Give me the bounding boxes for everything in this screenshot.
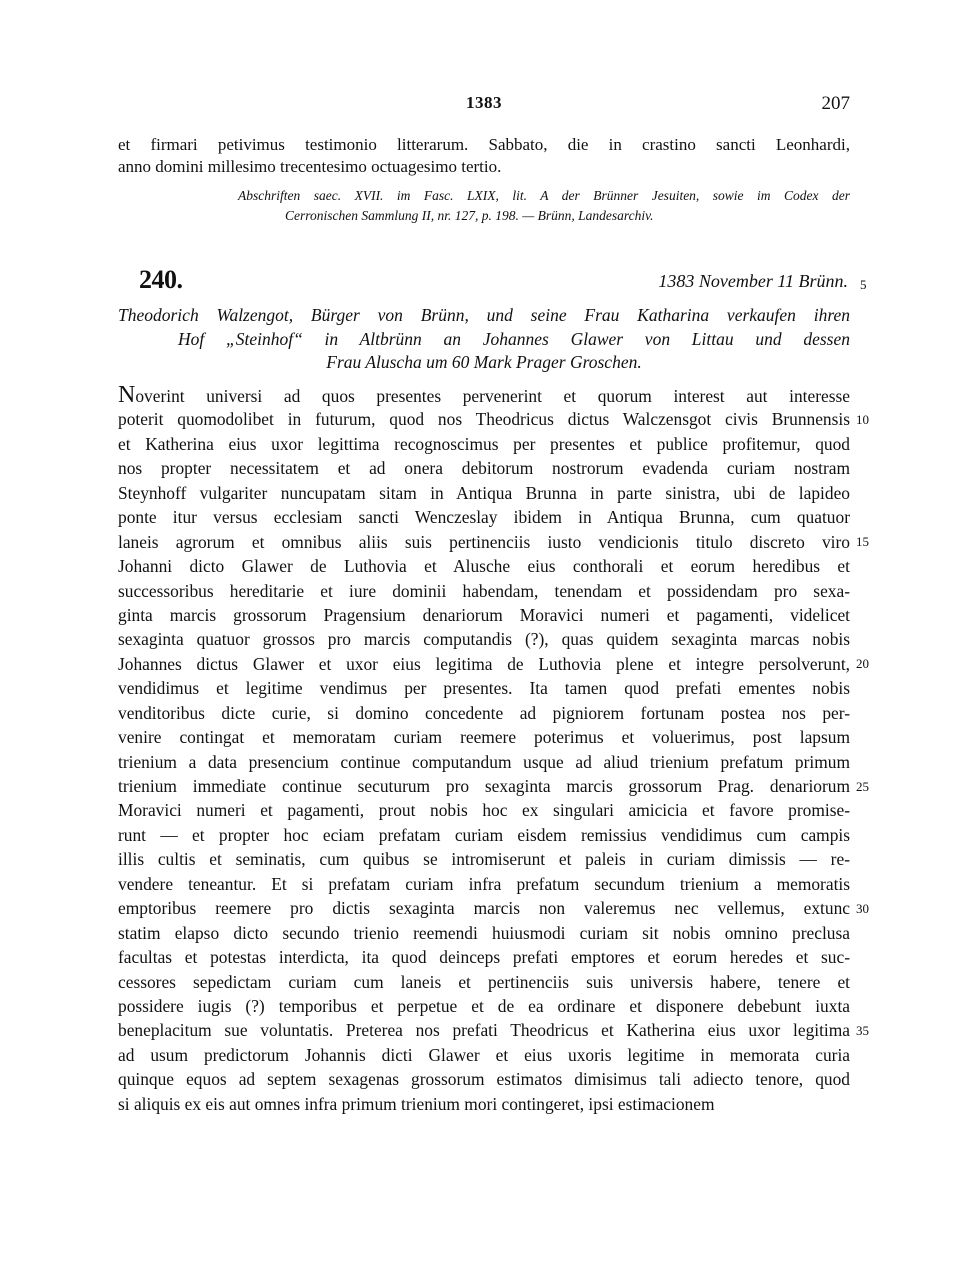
source-note-line: Cerronischen Sammlung II, nr. 127, p. 198. — Brünn, Landesarchiv.	[285, 208, 654, 223]
intro-line: anno domini millesimo trecentesimo octuagesimo tertio.	[118, 157, 502, 176]
body-first-line	[118, 383, 850, 407]
body-line: si aliquis ex eis aut omnes infra primum trienium mori contingeret, ipsi estimacionem	[118, 1093, 715, 1114]
body-line: facultas et potestas interdicta, ita quod deinceps prefati emptores et eorum heredes et suc-	[118, 947, 850, 968]
body-line: runt — et propter hoc eciam prefatam curiam eisdem remissius vendidimus cum campis	[118, 824, 850, 845]
body-line: ponte itur versus ecclesiam sancti Wenczeslay ibidem in Antiqua Brunna, cum quatuor	[118, 507, 850, 528]
body-line: vendere teneantur. Et si prefatam curiam infra prefatum secundum trienium a memoratis	[118, 873, 850, 894]
regest-line: Theodorich Walzengot, Bürger von Brünn, und seine Frau Katharina verkaufen ihren	[118, 305, 850, 325]
source-note	[118, 186, 850, 226]
body-line: ad usum predictorum Johannis dicti Glawer et eius uxoris legitime in memorata curia	[118, 1044, 850, 1065]
margin-line-number: 20	[856, 656, 869, 671]
body-line: vendidimus et legitime vendimus per presentes. Ita tamen quod prefati ementes nobis	[118, 678, 850, 699]
body-line: venditoribus dicte curie, si domino concedente ad pigniorem fortunam postea nos per-	[118, 702, 850, 723]
document-body	[118, 383, 850, 1116]
drop-cap-initial: N	[118, 382, 136, 408]
body-line: ginta marcis grossorum Pragensium denariorum Moravici numeri et pagamenti, videlicet	[118, 604, 850, 625]
body-first-line-text: overint universi ad quos presentes pervenerint et quorum interest aut interesse	[135, 386, 850, 406]
body-line: successoribus hereditarie et iure dominii habendam, tenendam et possidendam pro sexa-	[118, 580, 850, 601]
body-line: emptoribus reemere pro dictis sexaginta marcis non valeremus nec vellemus, extunc	[118, 898, 850, 919]
regest	[118, 304, 850, 375]
body-line: et Katherina eius uxor legittima recognoscimus per presentes et publice profitemur, quod	[118, 433, 850, 454]
body-line: venire contingat et memoratam curiam reemere poterimus et voluerimus, post lapsum	[118, 727, 850, 748]
body-line: illis cultis et seminatis, cum quibus se intromiserunt et paleis in curiam dimissis — re-	[118, 849, 850, 870]
body-line: trienium immediate continue secuturum pro sexaginta marcis grossorum Prag. denariorum	[118, 776, 850, 796]
document-date: 1383 November 11 Brünn.	[658, 271, 848, 291]
body-line: Steynhoff vulgariter nuncupatam sitam in Antiqua Brunna in parte sinistra, ubi de lapideo	[118, 482, 850, 503]
body-line: Moravici numeri et pagamenti, prout nobis hoc ex singulari amicicia et favore promise-	[118, 800, 850, 821]
page-number: 207	[821, 93, 850, 114]
intro-line: et firmari petivimus testimonio litterarum. Sabbato, die in crastino sancti Leonhardi,	[118, 135, 850, 154]
intro-paragraph	[118, 134, 850, 178]
running-head	[118, 93, 850, 117]
body-line: nos propter necessitatem et ad onera debitorum nostrorum evadenda curiam nostram	[118, 458, 850, 479]
body-line: statim elapso dicto secundo trienio reemendi huiusmodi curiam sit nobis omnino preclusa	[118, 922, 850, 943]
body-line: possidere iugis (?) temporibus et perpetue et de ea ordinare et disponere debebunt iuxta	[118, 995, 850, 1016]
margin-line-number: 5	[860, 277, 867, 292]
margin-line-number: 15	[856, 534, 869, 549]
body-line: laneis agrorum et omnibus aliis suis pertinenciis iusto vendicionis titulo discreto viro	[118, 531, 850, 552]
regest-line: Frau Aluscha um 60 Mark Prager Groschen.	[326, 352, 642, 372]
source-note-line: Abschriften saec. XVII. im Fasc. LXIX, lit. A der Brünner Jesuiten, sowie im Codex der	[238, 188, 850, 203]
margin-line-number: 10	[856, 412, 869, 427]
body-line: Johannes dictus Glawer et uxor eius legitima de Luthovia plene et integre persolverunt,	[118, 653, 850, 674]
margin-line-number: 35	[856, 1023, 869, 1038]
regest-line: Hof „Steinhof“ in Altbrünn an Johannes Glawer von Littau und dessen	[178, 328, 850, 349]
body-line: quinque equos ad septem sexagenas grossorum estimatos dimisimus tali adiecto tenore, quod	[118, 1069, 850, 1090]
body-line: Johanni dicto Glawer de Luthovia et Alusche eius conthorali et eorum heredibus et	[118, 556, 850, 577]
body-line: trienium a data presencium continue computandum usque ad aliud trienium prefatum primum	[118, 751, 850, 772]
body-line: cessores sepedictam curiam cum laneis et pertinenciis suis universis habere, tenere et	[118, 971, 850, 992]
body-line: beneplacitum sue voluntatis. Preterea nos prefati Theodricus et Katherina eius uxor legitima	[118, 1020, 850, 1041]
body-line: sexaginta quatuor grossos pro marcis computandis (?), quas quidem sexaginta marcas nobis	[118, 629, 850, 650]
body-line: poterit quomodolibet in futurum, quod nos Theodricus dictus Walczensgot civis Brunnensis	[118, 409, 850, 430]
running-year: 1383	[466, 93, 502, 112]
margin-line-number: 30	[856, 901, 869, 916]
margin-line-number: 25	[856, 779, 869, 794]
document-number: 240.	[139, 265, 183, 294]
